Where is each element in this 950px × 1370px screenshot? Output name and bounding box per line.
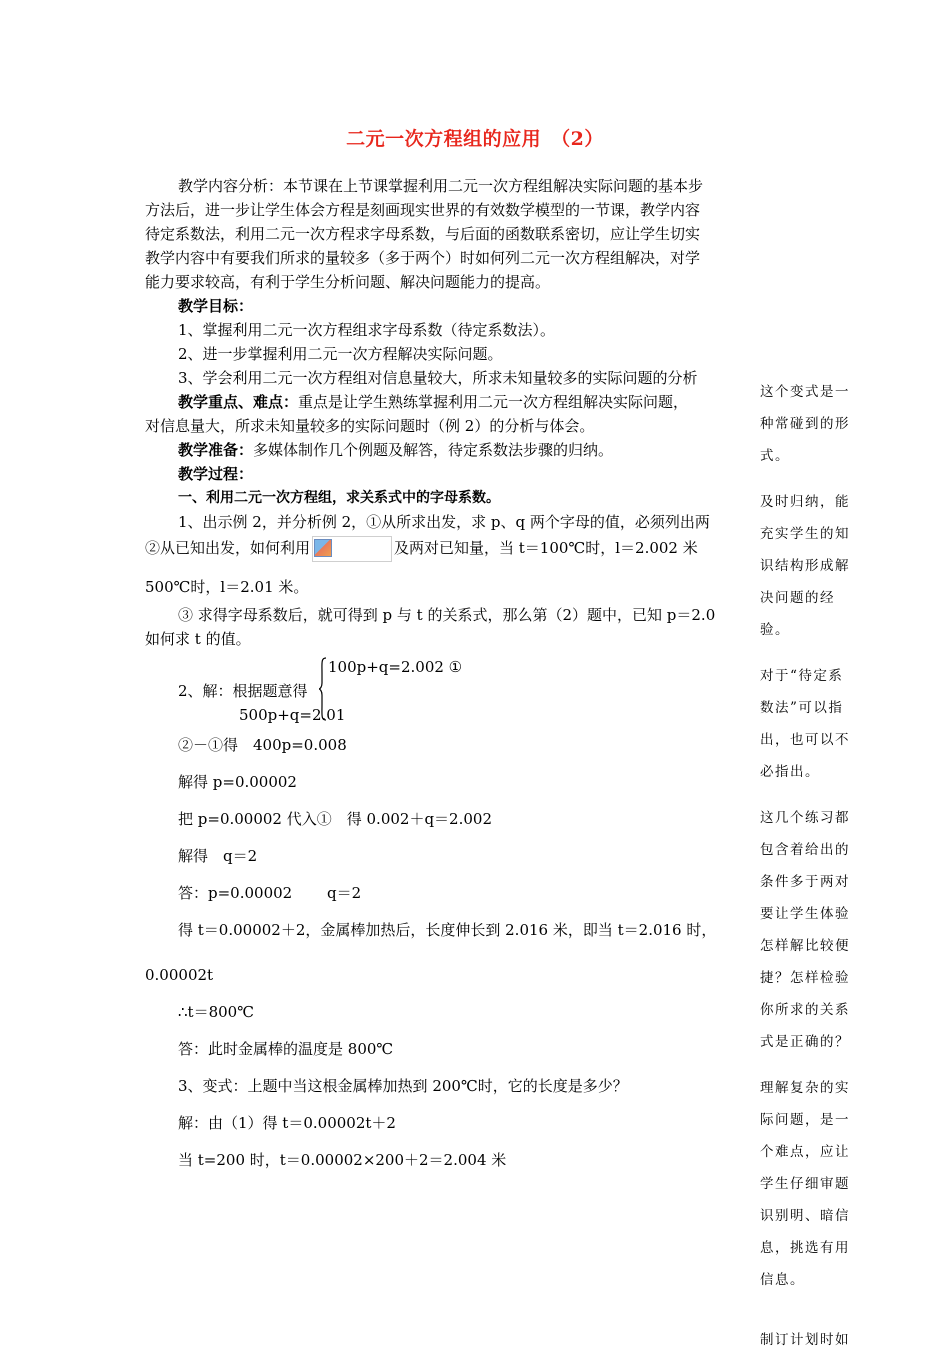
main-text (145, 174, 770, 1344)
equation-2: 500p+q=2.01 (239, 706, 346, 724)
intro-line: 待定系数法，利用二元一次方程求字母系数，与后面的函数联系密切，应让学生切实 (145, 225, 701, 243)
solution-step: 答：此时金属棒的温度是 800℃ (178, 1040, 394, 1058)
solution-step: 当 t=200 时，t＝0.00002×200＋2＝2.004 米 (178, 1151, 507, 1169)
solution-step: ②－①得 400p=0.008 (178, 736, 347, 754)
side-note: 及时归纳，能充实学生的知识结构形成解决问题的经验。 (760, 494, 850, 638)
paragraph (145, 534, 770, 562)
goal-item: 1、掌握利用二元一次方程组求字母系数（待定系数法）。 (178, 321, 556, 339)
equation-system (145, 655, 770, 727)
side-note: 对于“待定系数法”可以指出，也可以不必指出。 (760, 668, 850, 780)
side-note: 这个变式是一种常碰到的形式。 (760, 384, 850, 464)
prep-label: 教学准备： (178, 441, 254, 459)
broken-image-icon (312, 536, 392, 562)
side-note: 这几个练习都包含着给出的条件多于两对要让学生体验怎样解比较便捷？怎样检验你所求的关系式是正确的？ (760, 810, 850, 1050)
key-label: 教学重点、难点： (178, 393, 299, 411)
intro-line: 教学内容分析：本节课在上节课掌握利用二元一次方程组解决实际问题的基本步 (178, 177, 704, 195)
prep-text: 多媒体制作几个例题及解答，待定系数法步骤的归纳。 (253, 441, 614, 459)
paragraph: 500℃时，l＝2.01 米。 (145, 578, 309, 596)
solution-step: 解得 p=0.00002 (178, 773, 297, 791)
paragraph: 如何求 t 的值。 (145, 630, 251, 648)
preparation (145, 438, 770, 462)
paragraph: 1、出示例 2，并分析例 2，①从所求出发，求 p、q 两个字母的值，必须列出两 (178, 513, 710, 531)
key-text: 重点是让学生熟练掌握利用二元一次方程组解决实际问题， (298, 393, 689, 411)
solve-label: 2、解：根据题意得 (178, 682, 308, 700)
side-note: 理解复杂的实际问题，是一个难点，应让学生仔细审题识别明、暗信息，挑选有用信息。 (760, 1080, 850, 1288)
solution-step: 把 p=0.00002 代入① 得 0.002＋q＝2.002 (178, 810, 492, 828)
process-heading: 教学过程： (178, 465, 254, 483)
solution-step: 3、变式：上题中当这根金属棒加热到 200℃时，它的长度是多少？ (178, 1077, 628, 1095)
intro-line: 能力要求较高，有利于学生分析问题、解决问题能力的提高。 (145, 273, 551, 291)
intro-line: 教学内容中有要我们所求的量较多（多于两个）时如何列二元一次方程组解决，对学 (145, 249, 701, 267)
intro-line: 方法后，进一步让学生体会方程是刻画现实世界的有效数学模型的一节课，教学内容 (145, 201, 701, 219)
key-points-cont: 对信息量大，所求未知量较多的实际问题时（例 2）的分析与体会。 (145, 417, 595, 435)
side-notes (760, 376, 852, 1370)
document-title: 二元一次方程组的应用 （2） (346, 128, 604, 150)
goal-item: 2、进一步掌握利用二元一次方程解决实际问题。 (178, 345, 503, 363)
equation-1: 100p+q=2.002 ① (328, 658, 463, 676)
solution-step: 答：p=0.00002 q＝2 (178, 884, 362, 902)
paragraph-part: ②从已知出发，如何利用 (145, 539, 311, 557)
goals-heading: 教学目标： (178, 297, 254, 315)
side-note: 制订计划时如 (760, 1332, 850, 1348)
goal-item: 3、学会利用二元一次方程组对信息量较大，所求未知量较多的实际问题的分析 (178, 369, 698, 387)
solution-step: 得 t＝0.00002＋2，金属棒加热后，长度伸长到 2.016 米，即当 t＝2.016 时， (178, 921, 717, 939)
paragraph-part: 及两对已知量，当 t＝100℃时，l＝2.002 米 (394, 539, 698, 557)
paragraph: ③ 求得字母系数后，就可得到 p 与 t 的关系式，那么第（2）题中，已知 p＝2.0 (178, 606, 716, 624)
solution-step: ∴t＝800℃ (178, 1003, 254, 1021)
key-points (145, 390, 770, 414)
solution-step-cont: 0.00002t (145, 966, 214, 984)
solution-step: 解：由（1）得 t＝0.00002t＋2 (178, 1114, 396, 1132)
solution-step: 解得 q＝2 (178, 847, 258, 865)
section-heading: 一、利用二元一次方程组，求关系式中的字母系数。 (178, 490, 500, 506)
